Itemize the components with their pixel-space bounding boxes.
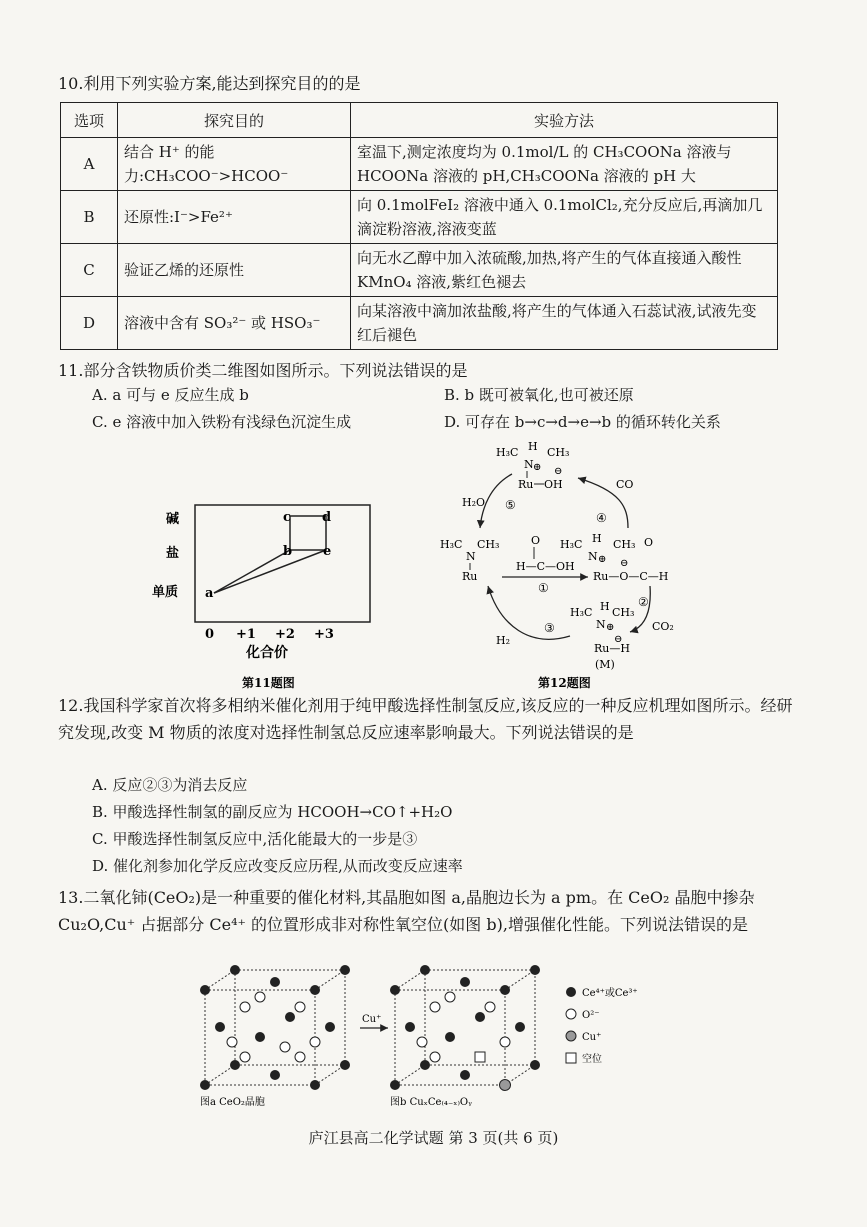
right-o: O (644, 536, 654, 549)
m-ru-h: Ru—H (594, 642, 630, 655)
h2o-species: H₂O (462, 496, 486, 509)
cu-site (500, 1080, 511, 1091)
top-h: H (528, 440, 538, 453)
right-h: H (592, 532, 602, 545)
m-plus: ⊕ (606, 622, 615, 633)
m-n: N (596, 618, 606, 631)
right-h3c: H₃C (560, 538, 583, 551)
formic-acid: H—C—OH (516, 560, 575, 573)
step-3-label: ③ (544, 621, 555, 635)
table-row (61, 191, 778, 244)
box-bcde (290, 516, 326, 550)
m-minus: ⊖ (614, 634, 623, 645)
caption-b: 图b CuₓCe₍₄₋ₓ₎Oᵧ (390, 1097, 472, 1108)
q12-caption: 第12题图 (538, 676, 591, 690)
q10-stem: 10.利用下列实验方案,能达到探究目的的是 (58, 74, 361, 93)
q12-option-b: B. 甲酸选择性制氢的副反应为 HCOOH→CO↑+H₂O (92, 803, 453, 821)
co2-species: CO₂ (652, 620, 674, 633)
header-option: 选项 (61, 103, 118, 138)
y-label-element: 单质 (152, 585, 179, 600)
left-ch3: CH₃ (477, 538, 500, 551)
cu-arrow-label: Cu⁺ (362, 1014, 382, 1025)
y-label-salt: 盐 (166, 546, 180, 561)
q11-option-d: D. 可存在 b→c→d→e→b 的循环转化关系 (444, 413, 721, 431)
step-4-label: ④ (596, 511, 607, 525)
row-method: 室温下,测定浓度均为 0.1mol/L 的 CH₃COONa 溶液与 HCOONa 溶液的 pH,CH₃COONa 溶液的 pH 大 (351, 138, 778, 191)
cell-b (390, 965, 540, 1108)
arrow-step-3 (488, 586, 570, 639)
point-c: c (283, 510, 291, 525)
table-row (61, 297, 778, 350)
row-purpose: 还原性:I⁻>Fe²⁺ (118, 191, 351, 244)
legend (566, 986, 638, 1065)
row-method: 向无水乙醇中加入浓硫酸,加热,将产生的气体直接通入酸性 KMnO₄ 溶液,紫红色褪去 (351, 244, 778, 297)
left-n: N (466, 550, 476, 563)
left-ru: Ru (462, 570, 478, 583)
top-ch3: CH₃ (547, 446, 570, 459)
top-plus: ⊕ (533, 462, 542, 473)
top-minus: ⊖ (554, 466, 563, 477)
q13-figure (190, 962, 660, 1112)
right-ch3: CH₃ (613, 538, 636, 551)
y-label-base: 碱 (166, 512, 180, 527)
q11-figure (150, 495, 380, 695)
top-h3c: H₃C (496, 446, 519, 459)
m-ch3: CH₃ (612, 606, 635, 619)
acid-o: O (531, 534, 541, 547)
row-purpose: 验证乙烯的还原性 (118, 244, 351, 297)
row-option: C (61, 244, 118, 297)
m-h3c: H₃C (570, 606, 593, 619)
right-plus: ⊕ (598, 554, 607, 565)
x-tick-2: +2 (275, 627, 295, 642)
x-tick-3: +3 (314, 627, 334, 642)
x-tick-0: 0 (205, 627, 215, 642)
page-footer: 庐江县高二化学试题 第 3 页(共 6 页) (308, 1129, 559, 1147)
row-purpose: 结合 H⁺ 的能力:CH₃COO⁻>HCOO⁻ (118, 138, 351, 191)
top-oh: OH (544, 478, 563, 491)
right-minus: ⊖ (620, 558, 629, 569)
row-method: 向某溶液中滴加浓盐酸,将产生的气体通入石蕊试液,试液先变红后褪色 (351, 297, 778, 350)
q13-stem: 13.二氧化铈(CeO₂)是一种重要的催化材料,其晶胞如图 a,晶胞边长为 a pm。在 CeO₂ 晶胞中掺杂 Cu₂O,Cu⁺ 占据部分 Ce⁴⁺ 的位置形成非对称性氧空位(如图 b),增强催化性能。下列说法错误的是 (58, 888, 755, 934)
row-purpose: 溶液中含有 SO₃²⁻ 或 HSO₃⁻ (118, 297, 351, 350)
row-option: B (61, 191, 118, 244)
q12-option-d: D. 催化剂参加化学反应改变反应历程,从而改变反应速率 (92, 857, 463, 875)
left-h3c: H₃C (440, 538, 463, 551)
top-n: N (524, 458, 534, 471)
right-n: N (588, 550, 598, 563)
point-a: a (205, 586, 214, 601)
step-5-label: ⑤ (505, 498, 516, 512)
step-2-label: ② (638, 595, 649, 609)
m-h: H (600, 600, 610, 613)
q11-option-c: C. e 溶液中加入铁粉有浅绿色沉淀生成 (92, 413, 352, 431)
row-method: 向 0.1molFeI₂ 溶液中通入 0.1molCl₂,充分反应后,再滴加几滴淀粉溶液,溶液变蓝 (351, 191, 778, 244)
legend-ce: Ce⁴⁺或Ce³⁺ (582, 988, 638, 999)
caption-a: 图a CeO₂晶胞 (200, 1097, 265, 1108)
row-option: D (61, 297, 118, 350)
header-method: 实验方法 (351, 103, 778, 138)
q11-stem: 11.部分含铁物质价类二维图如图所示。下列说法错误的是 (58, 361, 468, 380)
q12-option-a: A. 反应②③为消去反应 (92, 776, 248, 794)
vacancy-square (475, 1052, 485, 1062)
q10-table (60, 102, 778, 350)
co-species: CO (616, 478, 634, 491)
header-purpose: 探究目的 (118, 103, 351, 138)
q11-option-a: A. a 可与 e 反应生成 b (92, 386, 249, 404)
right-ru-o-c-h: Ru—O—C—H (593, 570, 669, 583)
h2-species: H₂ (496, 634, 511, 647)
line-a-e (214, 550, 326, 593)
q12-stem: 12.我国科学家首次将多相纳米催化剂用于纯甲酸选择性制氢反应,该反应的一种反应机理如图所示。经研究发现,改变 M 物质的浓度对选择性制氢总反应速率影响最大。下列说法错误的是 (58, 696, 793, 742)
x-axis-title: 化合价 (246, 645, 288, 661)
q12-option-c: C. 甲酸选择性制氢反应中,活化能最大的一步是③ (92, 830, 418, 848)
row-option: A (61, 138, 118, 191)
legend-cu: Cu⁺ (582, 1032, 602, 1043)
m-label: (M) (595, 658, 615, 671)
point-b: b (283, 544, 293, 559)
top-ru: Ru (518, 478, 534, 491)
q11-option-b: B. b 既可被氧化,也可被还原 (444, 386, 634, 404)
step-1-label: ① (538, 581, 549, 595)
line-a-b (214, 550, 290, 593)
q11-caption: 第11题图 (242, 676, 295, 690)
legend-o: O²⁻ (582, 1010, 600, 1021)
table-header-row (61, 103, 778, 138)
q12-figure (430, 436, 690, 691)
cell-a (200, 965, 350, 1108)
point-e: e (323, 544, 332, 559)
legend-vacancy: 空位 (582, 1054, 602, 1065)
table-row (61, 138, 778, 191)
table-row (61, 244, 778, 297)
x-tick-1: +1 (236, 627, 256, 642)
point-d: d (322, 510, 332, 525)
